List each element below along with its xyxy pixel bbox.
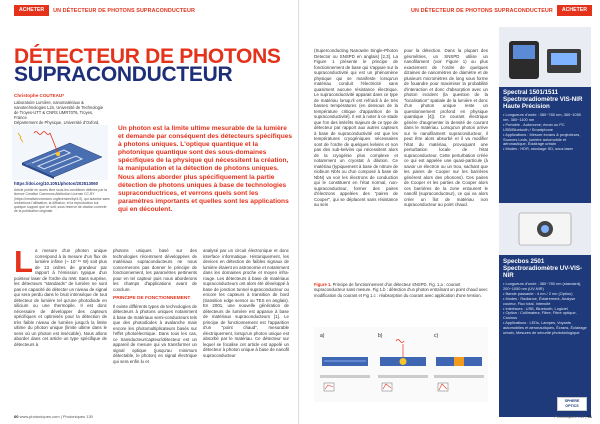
ad-block-1-title: Spectral 1501/1511 Spectroradiomètre VIS-NIR Haute Précision	[499, 87, 591, 112]
ad-block-1-item: • Modes : HDR, stockage SD, sous laser	[503, 147, 587, 152]
ad-block-2-item: • Bande passante : 4 nm / 2 nm (Option)	[503, 292, 587, 297]
ad-block-2-item: • Longueurs d'onde : 380~780 nm (standard), 200~1050 nm (UV-NIR)	[503, 282, 587, 292]
doi-link[interactable]: https://doi.org/10.1051/photon/202513060	[14, 181, 99, 186]
right-folio	[554, 414, 592, 419]
section-tag-right: ACHETER	[557, 5, 592, 16]
title-line-2: SUPRACONDUCTEUR	[14, 63, 233, 86]
right-folio-site: Photoniques 130	[554, 414, 585, 419]
left-header	[14, 5, 195, 16]
ad-block-1-item: • Longueurs d'onde : 380~780 nm, 380~1050 nm, 380~1100 nm	[503, 113, 587, 123]
right-header	[407, 5, 592, 16]
right-text-column-2	[404, 48, 488, 208]
right-column-1-text: (Superconducting Nanowire Single-Photon Detector ou SNSPD en anglais) [2,3]. La Figure 1 présente le principe de fonctionnement de base qui s'appuie sur la supraconductivité qui est un phénomène physique qui se manifeste lorsqu'un matériau conduit l'électricité sans quasiment aucune résistance électrique. Le supraconductivité apparait dans ce type de matériau lorsqu'il est refroidi à de très basses températures (en dessous de la température critique d'apparition de la supraconductivité). Il est à noter à ce stade que l'on des intérêts majeurs de ce type de détecteur par rapport aux autres capteurs à base de supraconductivité est que les températures cryogéniques nécessaires sont de l'ordre de quelques kelvins et non pas des sub-kelvins qui nécessitent alors de la cryogénie plus complexe et notamment un cryostat à dilution. Ce matériau (typiquement à base de nitrure de niobium NbN ou d'un composé à base de NbN) va voir les électrons de conduction qui le constituent en l'état normal, non-supraconducteur, former des paires d'électrons appelées des "paires de Cooper", qui se déplacent sans résistance au sein	[314, 48, 398, 207]
ad-block-2-item: • Modes : Radiance, Éclairement, Analyse couleur, Flux total, Intensité	[503, 297, 587, 307]
column-2-paragraph-1: photons uniques basé sur des technologies récemment développées de matériaux supraconducteurs ne nous concernerons pas donner le principe de fonctionnement, les paramètres pertinents pour en tel capteur puis nous aborderons les champs d'applications avant de conclure.	[113, 248, 197, 292]
ad-block-1-list	[499, 112, 591, 153]
fig-label-a: a)	[320, 333, 325, 339]
ad-block-2	[499, 256, 591, 337]
left-folio: 60 www.photoniques.com | Photoniques 130	[14, 414, 93, 419]
column-3-text: analysé par un circuit électronique et donc interface informatique. Historiquement, les devices en détection de faibles signaux de lumière étaient en astronomie et notamment dans les domaines proche et moyen infra-rouge. Les détecteurs à base de matériaux supraconducteurs ont alors été développé à base de jonction tunnel supraconducteur ou encore les capteurs à transition de bord (transition edge sensor ou TES en anglais). En 2001, une nouvelle génération de détecteurs de lumière est apparue à base de matériaux supraconducteurs [1]. Le principe de fonctionnement est l'apparition d'un "point chaud", mesurable électriquement, lorsqu'un photon unique est absorbé par le matériau. Ce détecteur sur lequel se focalise cet article est appelé un détecteur à photon unique à base de nanofil supraconducteur	[203, 248, 289, 358]
right-text-column-1	[314, 48, 398, 208]
text-column-2	[113, 248, 197, 364]
fig-label-b: b)	[378, 333, 383, 339]
ad-block-2-item: • Option : Collimateur, Fibre, Fibre optique, Cosinus	[503, 311, 587, 321]
figure-1-diagram	[314, 327, 488, 402]
detector-illustration	[12, 125, 108, 180]
section-tag: ACHETER	[14, 5, 49, 16]
ad-block-2-item: • Interfaces : USB, Bluetooth, Logiciel	[503, 307, 587, 312]
running-head: UN DÉTECTEUR DE PHOTONS SUPRACONDUCTEUR	[53, 7, 195, 14]
right-page-number: 61	[587, 414, 592, 419]
left-folio-issue: Photoniques 130	[62, 414, 93, 419]
ad-block-1-item: • Portable - Autonome; écran ou PC USB/Bluetooth / Smartphone	[503, 123, 587, 133]
advertisement	[499, 27, 591, 417]
article-title	[14, 45, 284, 86]
column-2-paragraph-2: Il existe différents types de technologies de détecteurs à photons uniques notamment à base de matériaux semi-conducteurs tels que des photodiodes à avalanche mais encore les photomultiplicateurs basés sur l'effet photoélectrique. Dans tous les cas, ce transducteur/capteur/détecteur est un appareil de mesure qui va transformer un signal optique (jusqu'au minimum détectable, le photon) en signal électrique qui sera enfin lu et	[113, 303, 197, 364]
spectral-product-photo	[499, 27, 591, 87]
affiliation-2: Département de Physique, Université d'Oxford,	[14, 120, 100, 125]
fig-label-c: c)	[434, 333, 439, 339]
ad-block-1-item: • Applications : Mesure écrans & projecteurs, Sources Leds, lumière automobile et aéronautique, Éclairage urbain	[503, 133, 587, 148]
ad-block-1	[499, 87, 591, 153]
text-column-3	[203, 248, 289, 358]
right-page	[300, 0, 600, 424]
section-heading: PRINCIPE DE FONCTIONNEMENT	[113, 296, 191, 301]
title-line-1: DÉTECTEUR DE PHOTONS	[14, 45, 281, 68]
author-name: Christophe COUTEAU*	[14, 93, 65, 98]
ad-block-2-list	[499, 281, 591, 337]
ad-block-2-title: Specbos 2501 Spectroradiomètre UV-VIS-NIR	[499, 256, 591, 281]
license-note: Article publié en accès libre sous les conditions définies par la licence Creative Commons Attribution License CC-BY (https://creativecommons.org/licenses/by/4.0), qui autorise sans restrictions l'utilisation, la diffusion, et la reproduction sur quelque support que ce soit, sous réserve de citation correcte de la publication originale.	[14, 188, 110, 214]
specbos-product-photo	[499, 203, 591, 255]
affiliation-1: Laboratoire Lumière, nanomatériaux & nanotechnologies L2n, Université de Technologie de Troyes-UTT & CNRS UMR7076, Troyes, France	[14, 100, 104, 120]
ad-block-2-item: • Applications : LEDs, Lampes, Voyants automobiles et aéronautiques, Écrans, Éclairage urbain, Mesures de sécurité photobiologique	[503, 321, 587, 336]
figure-caption	[314, 282, 488, 298]
text-column-1	[14, 244, 108, 347]
dropcap: L	[14, 244, 33, 279]
left-folio-site: www.photoniques.com	[19, 414, 60, 419]
intro-paragraph: Un photon est la limite ultime mesurable de la lumière et demande par conséquent des détecteurs spécifiques à photons uniques. L'optique quantique et la photonique quantique sont des sous-domaines spécifiques de la physique qui nécessitent la création, la manipulation et la détection de photons uniques. Nous allons aborder plus spécifiquement la partie détection de photons uniques à base de technologies supraconductrices, et verrons quels sont les paramètres importants et quelles sont les applications qui en découlent.	[118, 125, 293, 213]
left-page	[0, 0, 299, 424]
sphere-optics-logo: SPHERE OPTICS	[557, 397, 587, 411]
folio-separator: |	[584, 414, 588, 419]
column-1-text: a mesure d'un photon unique correspond à la mesure d'un flux de lumière infime (~ 10⁻¹⁹ W) soit plus de 13 ordres de grandeur par rapport à l'émission typique d'un pointeur laser de l'ordre du mW. Sans surprise, les détecteurs "standards" de lumière ne sont pas en capacité de détecter un niveau de signal qui sera perdu dans le bruit intrinsèque de tout détecteur de lumière tel qu'une photodiode en silicium ou une thermopile. Il est donc nécessaire de développer des capteurs spécifiques et optimisés pour la détection de très faible niveau de lumière jusqu'à la limite ultime du photon unique (limite ultime dans le sens où un photon est insécable). Nous allons aborder dans cet article un type spécifique de détecteurs à	[14, 248, 108, 347]
figure-label: Figure 1.	[314, 282, 332, 287]
figure-caption-text: Principe de fonctionnement d'un détecteur SNSPD. Fig. 1.a : courant supraconducteur sans mesure. Fig 1.b : détection d'un photon entraînant un point chaud avec modification du courant et Fig 1.c : réabsorption du courant avec application d'une tension.	[314, 282, 488, 298]
left-page-number: 60	[14, 414, 19, 419]
running-head-right: UN DÉTECTEUR DE PHOTONS SUPRACONDUCTEUR	[411, 7, 553, 14]
right-column-2-text: pour la détection. Dans la plupart des géométries, un SNSPD utilise un nanofilament (voir Figure 1) ou plus exactement de l'ordre de quelques dizaines de nanomètres de diamètre et de plusieurs micromètres de long sous forme de fouandre pour maximiser la probabilité d'interaction et donc d'absorption avec un photon incident (la question de la "localisation" spatiale de la lumière et donc d'un photon unique reste un questionnement profond en physique quantique [4]). Ce courant électrique génère d'augmenter la densité de courant dans le matériau. Lorsqu'un photon arrive sur le nanofilament supraconducteur, il peut être alors absorbé et il va modifier l'état du matériau, provoquant une perturbation locale de l'état supraconducteur. Cette perturbation créée ce qui est appelée une quasi-particule (à savoir un électron ou un trou, sachant que les paires de Cooper sur les barrières génèrent alors des phonons). Ces paires de Cooper et les parties de Cooper alors ces barrières de la zone entourent le nanofil (supraconducteur), ce qui va alors créer un îlot de matériau non supraconducteur au point chaud.	[404, 48, 488, 207]
